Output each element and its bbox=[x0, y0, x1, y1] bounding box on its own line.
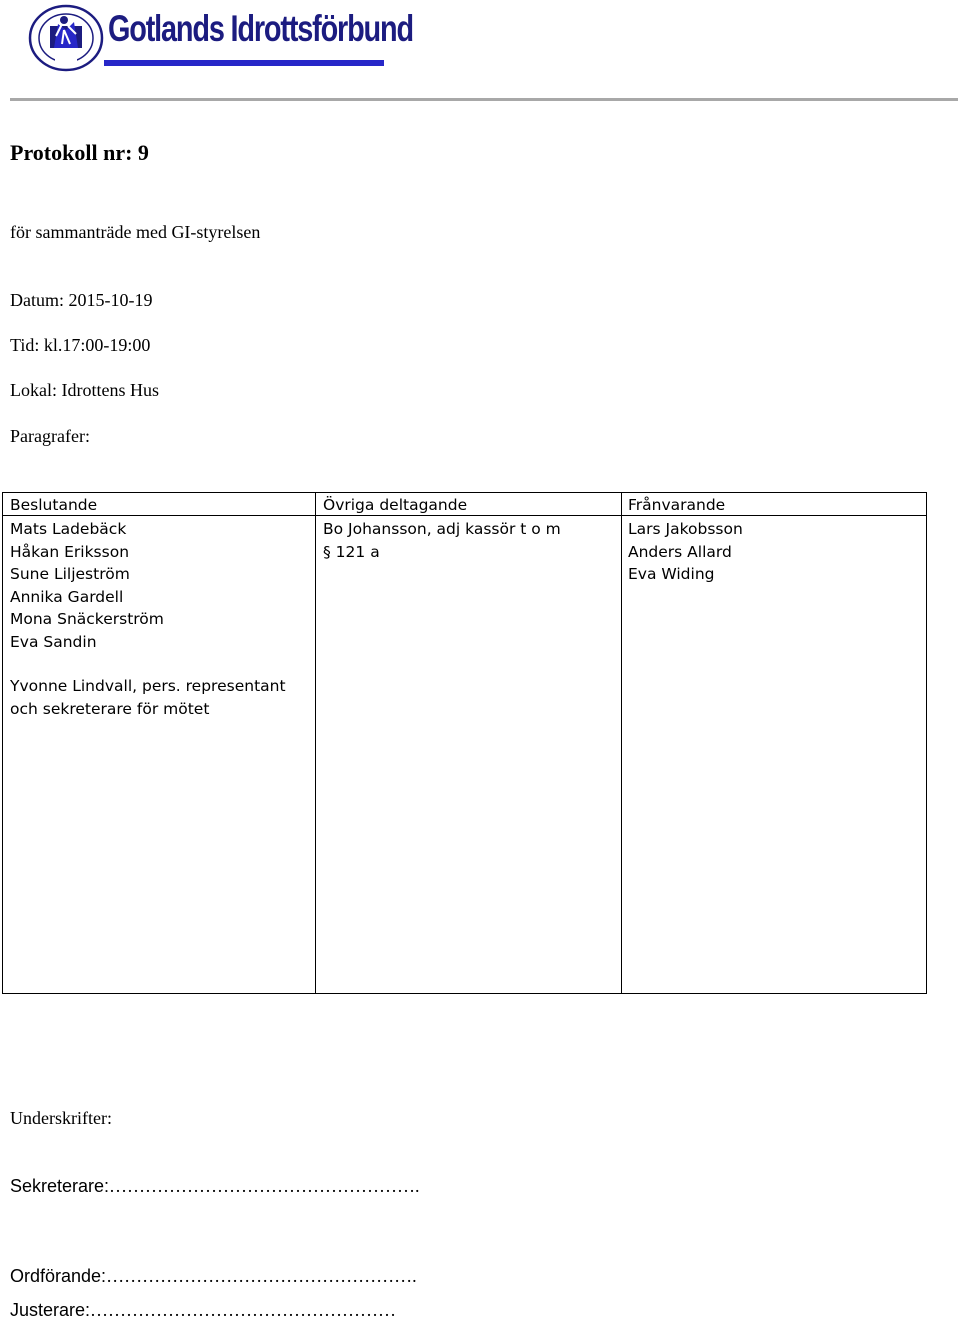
paragraphs-label: Paragrafer: bbox=[10, 426, 90, 446]
other-participants-list bbox=[323, 518, 561, 563]
note-line: och sekreterare för mötet bbox=[10, 699, 210, 718]
adjuster-label: Justerare: bbox=[10, 1300, 91, 1320]
list-item: Håkan Eriksson bbox=[10, 542, 130, 561]
letterhead bbox=[0, 0, 960, 100]
list-item: Mats Ladebäck bbox=[10, 520, 127, 538]
secretary-label: Sekreterare: bbox=[10, 1176, 110, 1196]
list-item: Annika Gardell bbox=[10, 587, 124, 606]
adjuster-signature-line: …………………………………………… bbox=[90, 1300, 397, 1320]
chair-label: Ordförande: bbox=[10, 1266, 107, 1286]
deciding-members-list bbox=[10, 518, 164, 653]
signatures-heading: Underskrifter: bbox=[10, 1108, 112, 1128]
attendance-table bbox=[2, 492, 927, 994]
list-item: Anders Allard bbox=[628, 542, 732, 561]
header-row-divider bbox=[3, 515, 926, 516]
column-header-deciding: Beslutande bbox=[10, 496, 98, 514]
column-header-others: Övriga deltagande bbox=[323, 496, 468, 514]
column-divider bbox=[315, 493, 316, 993]
list-item: Mona Snäckerström bbox=[10, 610, 164, 628]
list-item: Lars Jakobsson bbox=[628, 520, 743, 538]
secretary-signature-line: ……………………………………………. bbox=[109, 1176, 420, 1196]
list-item: Sune Liljeström bbox=[10, 565, 130, 583]
list-item: Eva Widing bbox=[628, 565, 715, 583]
protocol-title: Protokoll nr: 9 bbox=[10, 140, 149, 165]
secretary-note bbox=[10, 675, 286, 720]
list-item: Eva Sandin bbox=[10, 632, 97, 651]
absent-members-list bbox=[628, 518, 743, 586]
organization-name: Gotlands Idrottsförbund bbox=[108, 8, 413, 49]
chair-signature-line: ……………………………………………. bbox=[106, 1266, 417, 1286]
meeting-location: Lokal: Idrottens Hus bbox=[10, 380, 159, 400]
meeting-description: för sammanträde med GI-styrelsen bbox=[10, 222, 261, 242]
note-line: Yvonne Lindvall, pers. representant bbox=[10, 677, 286, 695]
meeting-date: Datum: 2015-10-19 bbox=[10, 290, 153, 310]
list-item: Bo Johansson, adj kassör t o m bbox=[323, 520, 561, 538]
header-divider bbox=[10, 98, 958, 101]
adjuster-signature bbox=[10, 1300, 396, 1321]
meeting-time: Tid: kl.17:00-19:00 bbox=[10, 335, 151, 355]
secretary-signature bbox=[10, 1176, 420, 1197]
column-header-absent: Frånvarande bbox=[628, 496, 726, 514]
organization-seal-logo bbox=[28, 4, 104, 72]
brand-underline bbox=[104, 60, 384, 66]
column-divider bbox=[621, 493, 622, 993]
list-item: § 121 a bbox=[323, 542, 380, 561]
